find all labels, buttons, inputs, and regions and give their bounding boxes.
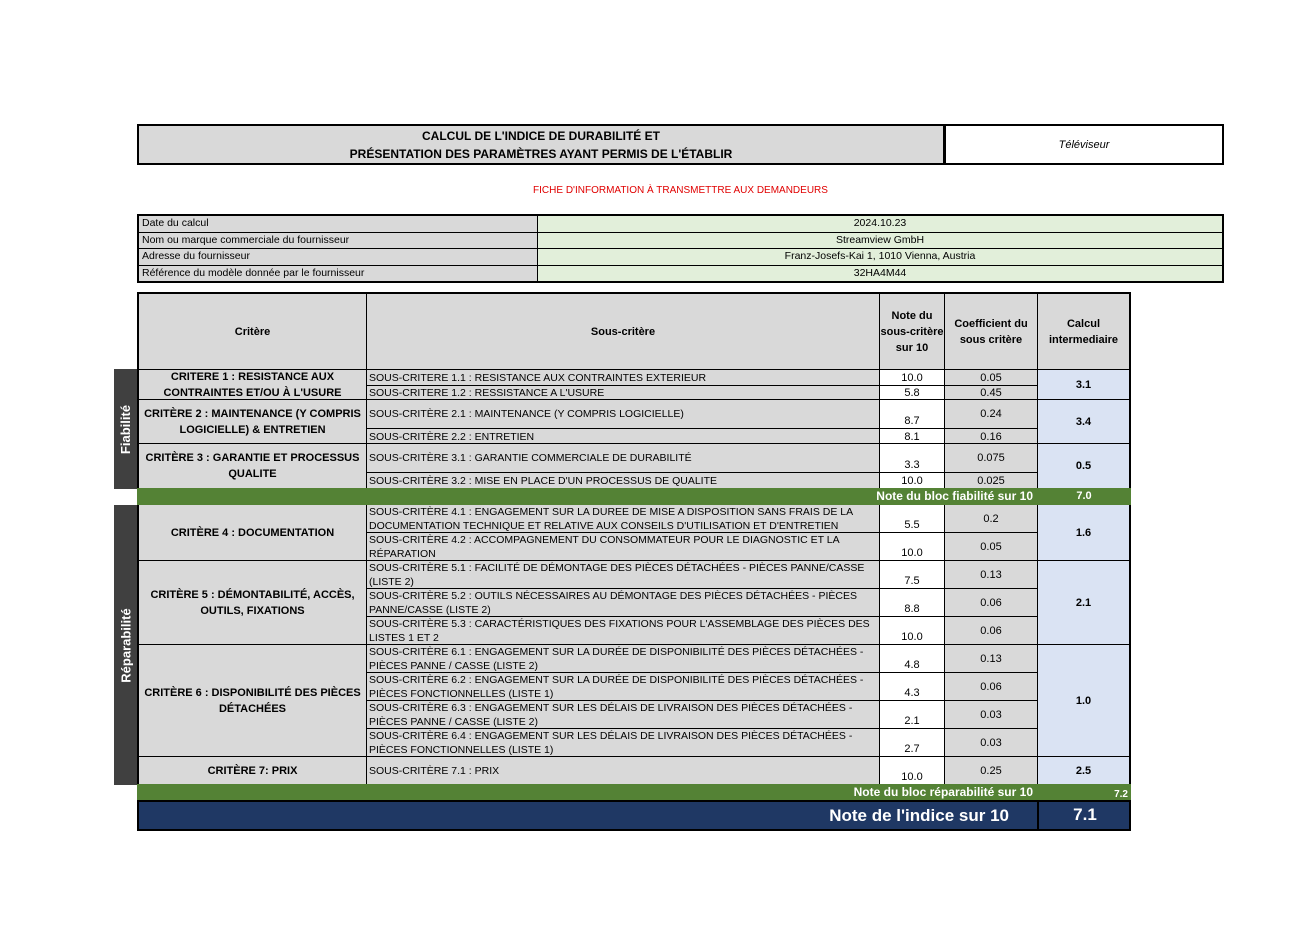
subcriterion-note: 8.1: [879, 428, 945, 445]
subcriterion-note: 4.8: [879, 644, 945, 673]
subcriterion-coefficient: 0.05: [944, 369, 1038, 386]
info-row-brand: [139, 233, 1222, 250]
info-label: Date du calcul: [139, 216, 538, 232]
product-type: Téléviseur: [944, 124, 1224, 165]
subcriterion-note: 10.0: [879, 369, 945, 386]
criterion-label: CRITERE 1 : RESISTANCE AUX CONTRAINTES ET/OU À L'USURE: [137, 369, 367, 401]
info-value: Streamview GmbH: [538, 233, 1222, 249]
subcriterion-label: SOUS-CRITÈRE 5.3 : CARACTÉRISTIQUES DES FIXATIONS POUR L'ASSEMBLAGE DES PIÈCES DES LISTES 1 ET 2: [366, 616, 880, 645]
subcriterion-coefficient: 0.45: [944, 385, 1038, 401]
subcriterion-coefficient: 0.03: [944, 728, 1038, 757]
subcriterion-label: SOUS-CRITÈRE 6.3 : ENGAGEMENT SUR LES DÉLAIS DE LIVRAISON DES PIÈCES DÉTACHÉES - PIÈCES PANNE / CASSE (LISTE 2): [366, 700, 880, 729]
criterion-label: CRITÈRE 5 : DÉMONTABILITÉ, ACCÈS, OUTILS, FIXATIONS: [137, 560, 367, 645]
block-label-text: Réparabilité: [118, 607, 134, 683]
block-label-text: Fiabilité: [118, 404, 134, 454]
column-header-critere: Critère: [137, 292, 367, 370]
block-label-reparabilite: [114, 505, 138, 785]
subcriterion-note: 10.0: [879, 756, 945, 785]
subcriterion-coefficient: 0.06: [944, 616, 1038, 645]
notice-text: FICHE D'INFORMATION À TRANSMETTRE AUX DEMANDEURS: [533, 185, 828, 196]
criterion-intermediate-calc: 1.0: [1037, 644, 1131, 757]
subcriterion-label: SOUS-CRITÈRE 4.2 : ACCOMPAGNEMENT DU CONSOMMATEUR POUR LE DIAGNOSTIC ET LA RÉPARATION: [366, 532, 880, 561]
column-header-calcul: [1037, 292, 1131, 370]
subcriterion-note: 5.5: [879, 504, 945, 533]
fiabilite-total-label: Note du bloc fiabilité sur 10: [876, 489, 1033, 503]
subcriterion-coefficient: 0.2: [944, 504, 1038, 533]
subcriterion-coefficient: 0.06: [944, 588, 1038, 617]
column-header-sous-critere: Sous-critère: [366, 292, 880, 370]
block-label-fiabilite: [114, 369, 138, 489]
subcriterion-label: SOUS-CRITERE 1.2 : RESSISTANCE A L'USURE: [366, 385, 880, 401]
column-header-coefficient: [944, 292, 1038, 370]
info-value: Franz-Josefs-Kai 1, 1010 Vienna, Austria: [538, 249, 1222, 265]
subcriterion-coefficient: 0.05: [944, 532, 1038, 561]
reparabilite-total-label: Note du bloc réparabilité sur 10: [853, 785, 1033, 799]
column-header-note: [879, 292, 945, 370]
sheet-title-line1: CALCUL DE L'INDICE DE DURABILITÉ ET: [422, 128, 660, 143]
indice-total-value: 7.1: [1037, 800, 1131, 831]
subcriterion-note: 10.0: [879, 616, 945, 645]
criterion-label: CRITÈRE 4 : DOCUMENTATION: [137, 504, 367, 561]
supplier-info-table: [137, 214, 1224, 283]
criterion-intermediate-calc: 2.5: [1037, 756, 1131, 785]
subcriterion-note: 8.7: [879, 399, 945, 429]
subcriterion-note: 10.0: [879, 472, 945, 489]
subcriterion-coefficient: 0.075: [944, 443, 1038, 473]
header-line: sur 10: [895, 341, 929, 354]
criterion-label: CRITÈRE 3 : GARANTIE ET PROCESSUS QUALITE: [137, 443, 367, 489]
subcriterion-note: 4.3: [879, 672, 945, 701]
header-line: intermediaire: [1048, 333, 1119, 346]
subcriterion-label: SOUS-CRITÈRE 6.4 : ENGAGEMENT SUR LES DÉLAIS DE LIVRAISON DES PIÈCES DÉTACHÉES - PIÈCES FONCTIONNELLES (LISTE 1): [366, 728, 880, 757]
subcriterion-coefficient: 0.13: [944, 644, 1038, 673]
fiabilite-total-bar: [137, 488, 1131, 505]
subcriterion-label: SOUS-CRITÈRE 6.2 : ENGAGEMENT SUR LA DURÉE DE DISPONIBILITÉ DES PIÈCES DÉTACHÉES - PIÈCES FONCTIONNELLES (LISTE 1): [366, 672, 880, 701]
info-value: 32HA4M44: [538, 266, 1222, 282]
subcriterion-coefficient: 0.16: [944, 428, 1038, 445]
header-line: Coefficient du: [954, 317, 1028, 330]
subcriterion-label: SOUS-CRITÈRE 3.2 : MISE EN PLACE D'UN PROCESSUS DE QUALITE: [366, 472, 880, 489]
subcriterion-note: 8.8: [879, 588, 945, 617]
info-label: Référence du modèle donnée par le fournisseur: [139, 266, 538, 282]
header-line: Note du: [891, 309, 933, 322]
subcriterion-label: SOUS-CRITÈRE 6.1 : ENGAGEMENT SUR LA DURÉE DE DISPONIBILITÉ DES PIÈCES DÉTACHÉES - PIÈCES PANNE / CASSE (LISTE 2): [366, 644, 880, 673]
subcriterion-coefficient: 0.24: [944, 399, 1038, 429]
subcriterion-label: SOUS-CRITÈRE 2.1 : MAINTENANCE (Y COMPRIS LOGICIELLE): [366, 399, 880, 429]
info-label: Adresse du fournisseur: [139, 249, 538, 265]
subcriterion-note: 3.3: [879, 443, 945, 473]
subcriterion-label: SOUS-CRITÈRE 2.2 : ENTRETIEN: [366, 428, 880, 445]
subcriterion-coefficient: 0.25: [944, 756, 1038, 785]
subcriterion-note: 5.8: [879, 385, 945, 401]
reparabilite-total-bar: [137, 784, 1131, 801]
info-row-date: [139, 216, 1222, 233]
criterion-intermediate-calc: 1.6: [1037, 504, 1131, 561]
criterion-intermediate-calc: 2.1: [1037, 560, 1131, 645]
info-value: 2024.10.23: [538, 216, 1222, 232]
subcriterion-coefficient: 0.025: [944, 472, 1038, 489]
subcriterion-note: 7.5: [879, 560, 945, 589]
header-line: sous-critère: [880, 325, 944, 338]
criterion-label: CRITÈRE 7: PRIX: [137, 756, 367, 785]
reparabilite-total-value: 7.2: [1114, 789, 1128, 800]
subcriterion-note: 2.7: [879, 728, 945, 757]
fiabilite-total-value: 7.0: [1076, 490, 1092, 502]
subcriterion-label: SOUS-CRITÈRE 7.1 : PRIX: [366, 756, 880, 785]
criterion-intermediate-calc: 0.5: [1037, 443, 1131, 489]
criterion-intermediate-calc: 3.1: [1037, 369, 1131, 401]
header-line: Calcul: [1066, 317, 1100, 330]
info-label: Nom ou marque commerciale du fournisseur: [139, 233, 538, 249]
sheet-title-line2: PRÉSENTATION DES PARAMÈTRES AYANT PERMIS DE L'ÉTABLIR: [349, 146, 733, 161]
indice-total-bar: [137, 800, 1131, 831]
sheet-title: [137, 124, 945, 165]
info-row-model: [139, 266, 1222, 282]
subcriterion-label: SOUS-CRITÈRE 4.1 : ENGAGEMENT SUR LA DUREE DE MISE A DISPOSITION SANS FRAIS DE LA DOCUMENTATION TECHNIQUE ET RELATIVE AUX CONSEILS D'UTILISATION ET D'ENTRETIEN: [366, 504, 880, 533]
subcriterion-note: 2.1: [879, 700, 945, 729]
subcriterion-coefficient: 0.03: [944, 700, 1038, 729]
subcriterion-label: SOUS-CRITÈRE 5.1 : FACILITÉ DE DÉMONTAGE DES PIÈCES DÉTACHÉES - PIÈCES PANNE/CASSE (LISTE 2): [366, 560, 880, 589]
subcriterion-label: SOUS-CRITÈRE 5.2 : OUTILS NÉCESSAIRES AU DÉMONTAGE DES PIÈCES DÉTACHÉES - PIÈCES PANNE/CASSE (LISTE 2): [366, 588, 880, 617]
subcriterion-coefficient: 0.13: [944, 560, 1038, 589]
criterion-intermediate-calc: 3.4: [1037, 399, 1131, 445]
subcriterion-label: SOUS-CRITERE 1.1 : RESISTANCE AUX CONTRAINTES EXTERIEUR: [366, 369, 880, 386]
header-line: sous critère: [959, 333, 1023, 346]
info-row-address: [139, 249, 1222, 266]
subcriterion-label: SOUS-CRITÈRE 3.1 : GARANTIE COMMERCIALE DE DURABILITÉ: [366, 443, 880, 473]
subcriterion-coefficient: 0.06: [944, 672, 1038, 701]
indice-total-label: Note de l'indice sur 10: [829, 806, 1009, 825]
subcriterion-note: 10.0: [879, 532, 945, 561]
criterion-label: CRITÈRE 2 : MAINTENANCE (Y COMPRIS LOGICIELLE) & ENTRETIEN: [137, 399, 367, 445]
criterion-label: CRITÈRE 6 : DISPONIBILITÉ DES PIÈCES DÉTACHÉES: [137, 644, 367, 757]
